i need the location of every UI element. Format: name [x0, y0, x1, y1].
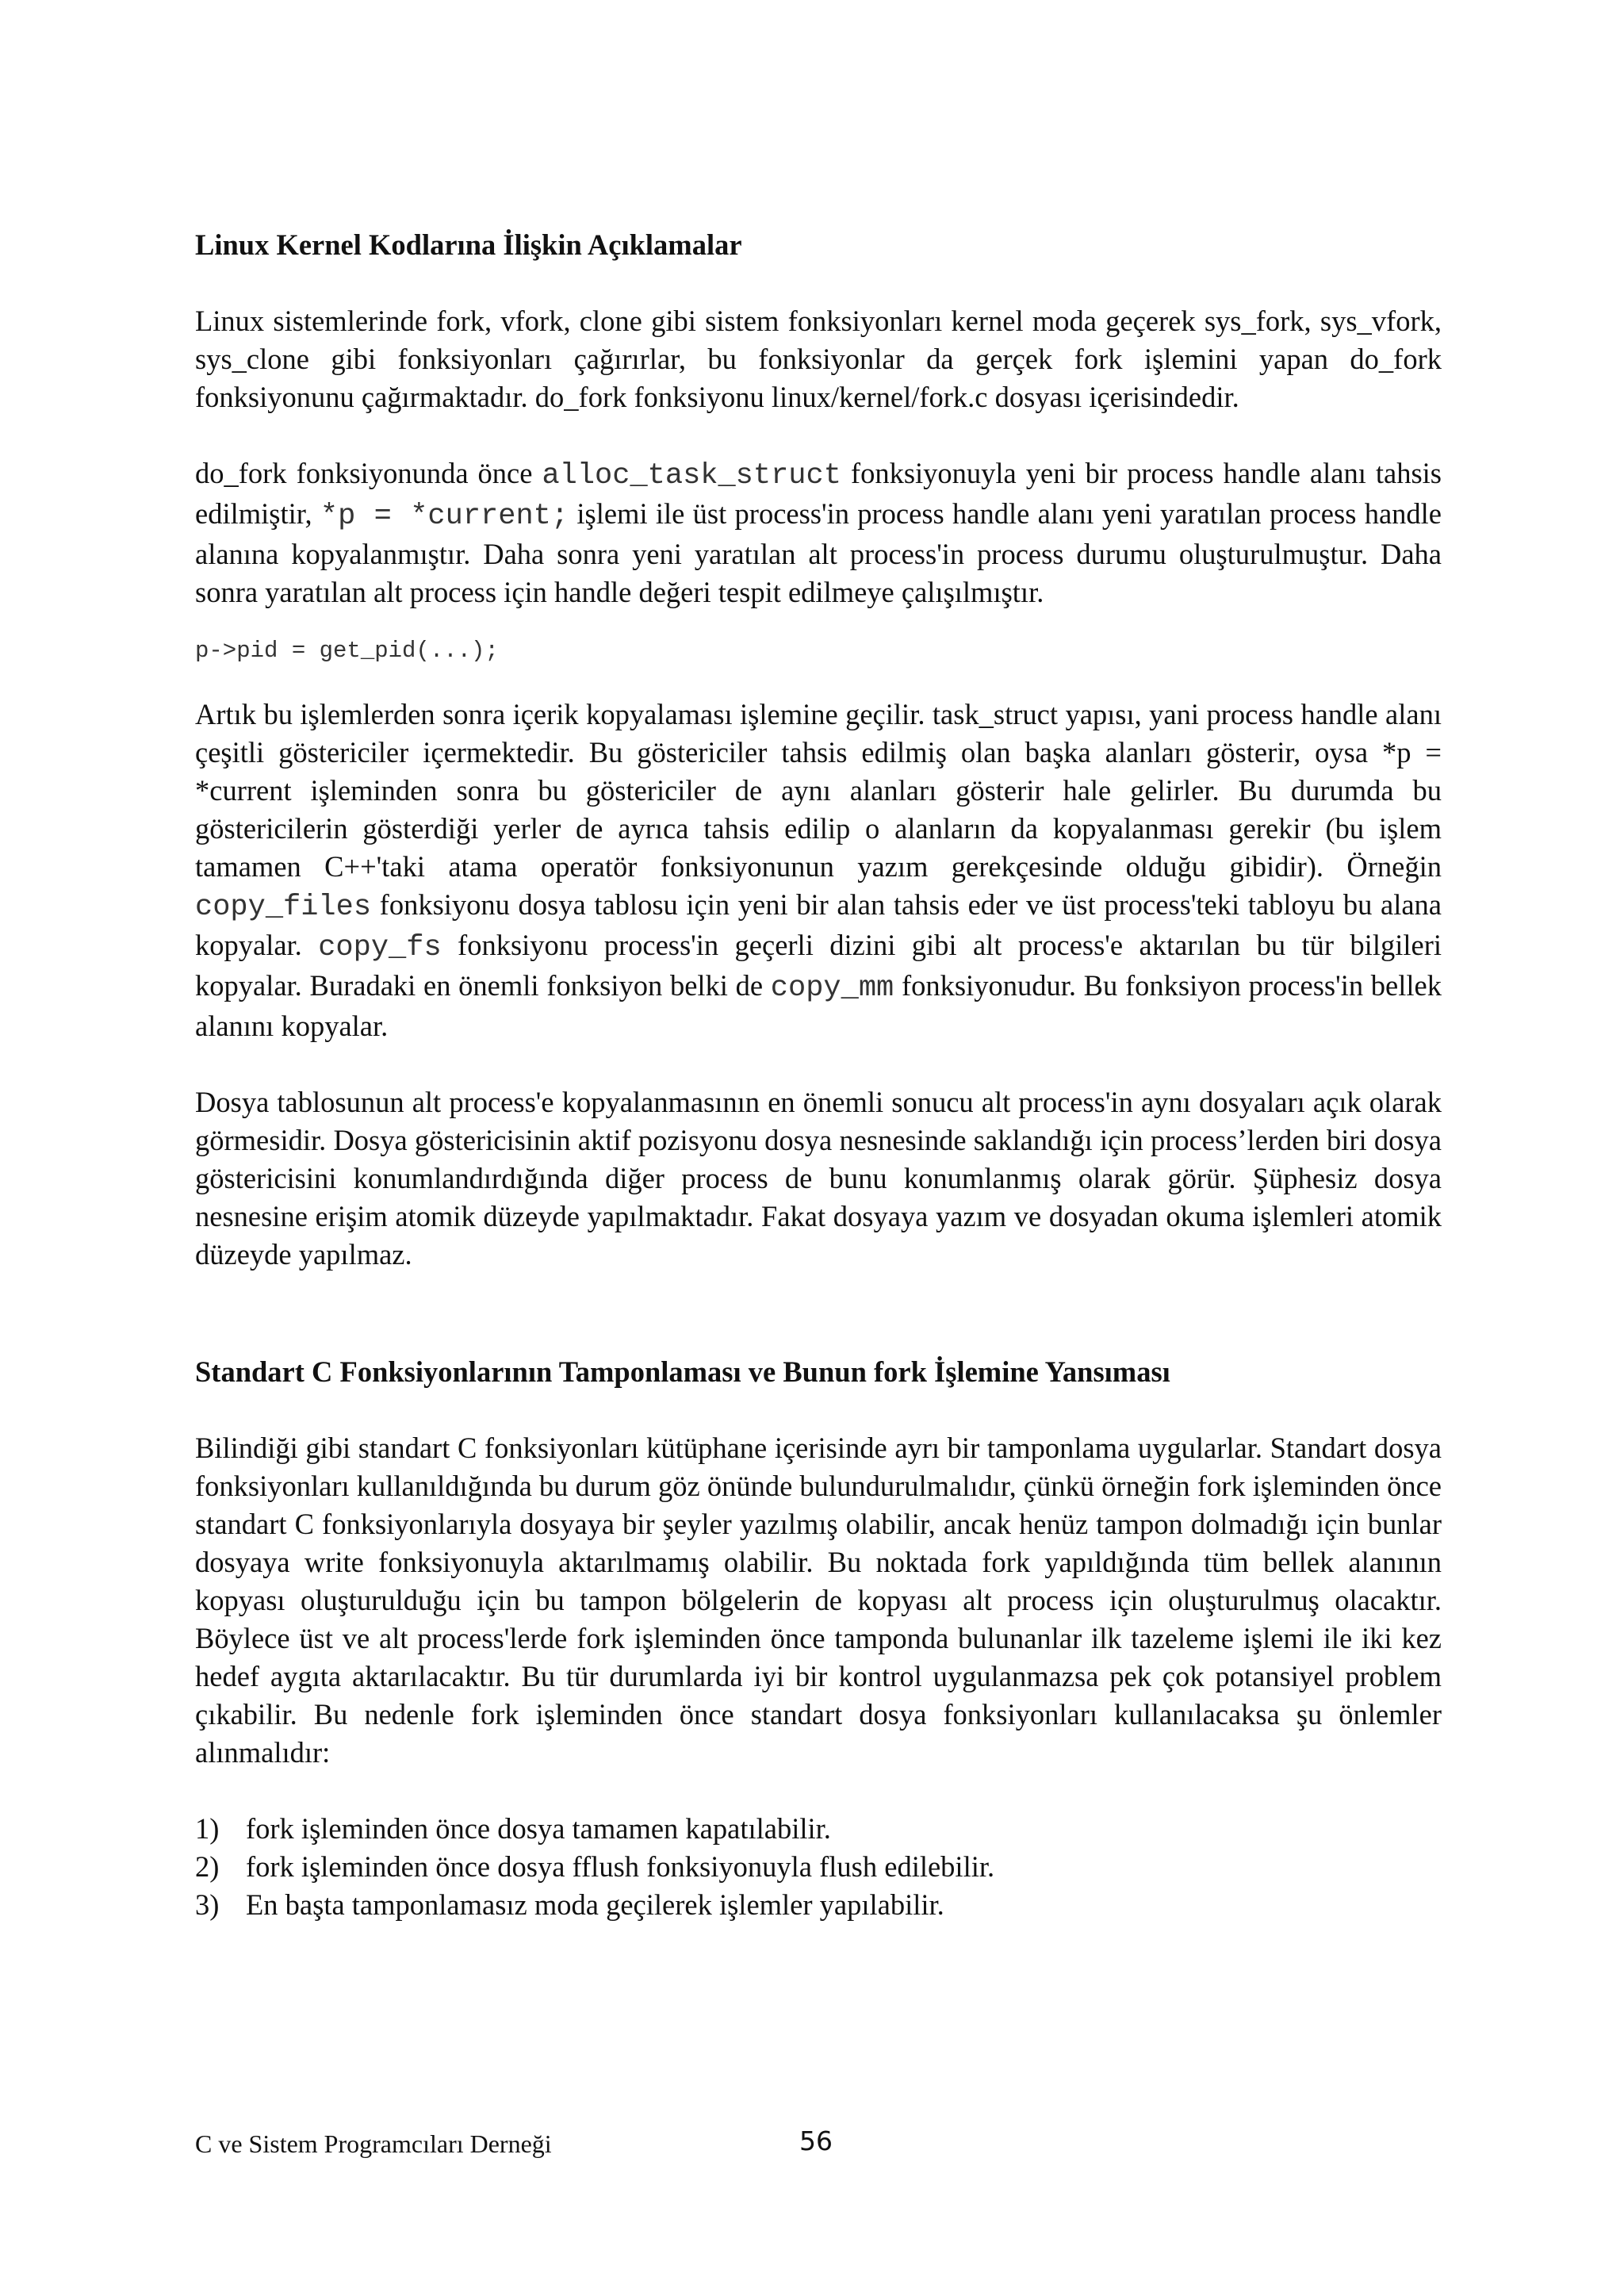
inline-code-alloc-task-struct: alloc_task_struct: [542, 459, 841, 493]
section-heading-linux-kernel: Linux Kernel Kodlarına İlişkin Açıklamalar: [195, 228, 742, 261]
list-item-text: fork işleminden önce dosya fflush fonksiyonuyla flush edilebilir.: [246, 1850, 995, 1883]
code-block-get-pid: p->pid = get_pid(...);: [195, 638, 499, 664]
list-item-text: En başta tamponlamasız moda geçilerek işlemler yapılabilir.: [246, 1888, 944, 1921]
text-run: işlemi ile üst process'in process handle alanı yeni yaratılan process handle alanına kopyalanmıştır. Daha sonra yeni yaratılan alt process'in process durumu oluşturulmuştur. Daha sonra yaratılan alt process için handle değeri tespit edilmeye çalışılmıştır.: [195, 497, 1442, 608]
text-run: fonksiyonuyla yeni bir process handle alanı tahsis edilmiştir,: [195, 457, 1442, 530]
text-run: Artık bu işlemlerden sonra içerik kopyalaması işlemine geçilir. task_struct yapısı, yani process handle alanı çeşitli göstericiler içermektedir. Bu göstericiler tahsis edilmiş olan başka alanları gösterir, oysa *p = *current işleminden sonra bu göstericiler de aynı alanları gösterir hale gelirler. Bu durumda bu göstericilerin gösterdiği yerler de ayrıca tahsis edilip o alanların da kopyalanması gerekir (bu işlem tamamen C++'taki atama operatör fonksiyonunun yazım gerekçesinde olduğu gibidir). Örneğin: [195, 698, 1442, 883]
list-item-text: fork işleminden önce dosya tamamen kapatılabilir.: [246, 1812, 831, 1845]
list-item: [195, 1886, 1442, 1924]
section-heading-standard-c-buffering: Standart C Fonksiyonlarının Tamponlaması ve Bunun fork İşlemine Yansıması: [195, 1355, 1170, 1388]
precautions-list: [195, 1810, 1442, 1924]
paragraph-file-table: Dosya tablosunun alt process'e kopyalanmasının en önemli sonucu alt process'in aynı dosyaları açık olarak görmesidir. Dosya göstericisinin aktif pozisyonu dosya nesnesinde saklandığı için process’lerden biri dosya göstericisini konumlandırdığında diğer process de bunu konumlanmış olarak görür. Şüphesiz dosya nesnesine erişim atomik düzeyde yapılmaktadır. Fakat dosyaya yazım ve dosyadan okuma işlemleri atomik düzeyde yapılmaz.: [195, 1086, 1442, 1271]
inline-code-p-current: *p = *current;: [320, 500, 569, 533]
page-number: 56: [799, 2125, 833, 2156]
list-item-number: 1): [195, 1812, 220, 1845]
paragraph-buffering: Bilindiği gibi standart C fonksiyonları kütüphane içerisinde ayrı bir tamponlama uygularlar. Standart dosya fonksiyonları kullanıldığında bu durum göz önünde bulundurulmalıdır, çünkü örneğin fork işleminden önce standart C fonksiyonlarıyla dosyaya bir şeyler yazılmış olabilir, ancak henüz tampon dolmadığı için bunlar dosyaya write fonksiyonuyla aktarılmamış olabilir. Bu noktada fork yapıldığında tüm bellek alanının kopyası oluşturulduğu için bu tampon bölgelerin de kopyası alt process için oluşturulmuş olacaktır. Böylece üst ve alt process'lerde fork işleminden önce tamponda bulunanlar ilk tazeleme işlemi ile iki kez hedef aygıta aktarılacaktır. Bu tür durumlarda iyi bir kontrol uygulanmazsa pek çok potansiyel problem çıkabilir. Bu nedenle fork işleminden önce standart dosya fonksiyonları kullanılacaksa şu önlemler alınmalıdır:: [195, 1432, 1442, 1769]
paragraph-copy-content: [195, 696, 1442, 1045]
list-item-number: 2): [195, 1850, 220, 1883]
paragraph-fork-overview: Linux sistemlerinde fork, vfork, clone gibi sistem fonksiyonları kernel moda geçerek sys_fork, sys_vfork, sys_clone gibi fonksiyonları çağırırlar, bu fonksiyonlar da gerçek fork işlemini yapan do_fork fonksiyonunu çağırmaktadır. do_fork fonksiyonu linux/kernel/fork.c dosyası içerisindedir.: [195, 305, 1442, 413]
text-run: do_fork fonksiyonunda önce: [195, 457, 542, 489]
paragraph-do-fork: [195, 454, 1442, 611]
list-item: [195, 1848, 1442, 1886]
text-run: fonksiyonu dosya tablosu için yeni bir alan tahsis eder ve üst process'teki tabloyu bu alana kopyalar.: [195, 888, 1442, 961]
list-item-number: 3): [195, 1888, 220, 1921]
page-content: [195, 226, 1442, 1924]
text-run: fonksiyonudur. Bu fonksiyon process'in bellek alanını kopyalar.: [195, 969, 1442, 1042]
footer-organization: C ve Sistem Programcıları Derneği: [195, 2129, 552, 2158]
inline-code-copy-fs: copy_fs: [318, 931, 442, 964]
list-item: [195, 1810, 1442, 1848]
inline-code-copy-mm: copy_mm: [770, 972, 894, 1005]
text-run: fonksiyonu process'in geçerli dizini gibi alt process'e aktarılan bu tür bilgileri kopyalar. Buradaki en önemli fonksiyon belki de: [195, 929, 1442, 1002]
inline-code-copy-files: copy_files: [195, 891, 372, 924]
